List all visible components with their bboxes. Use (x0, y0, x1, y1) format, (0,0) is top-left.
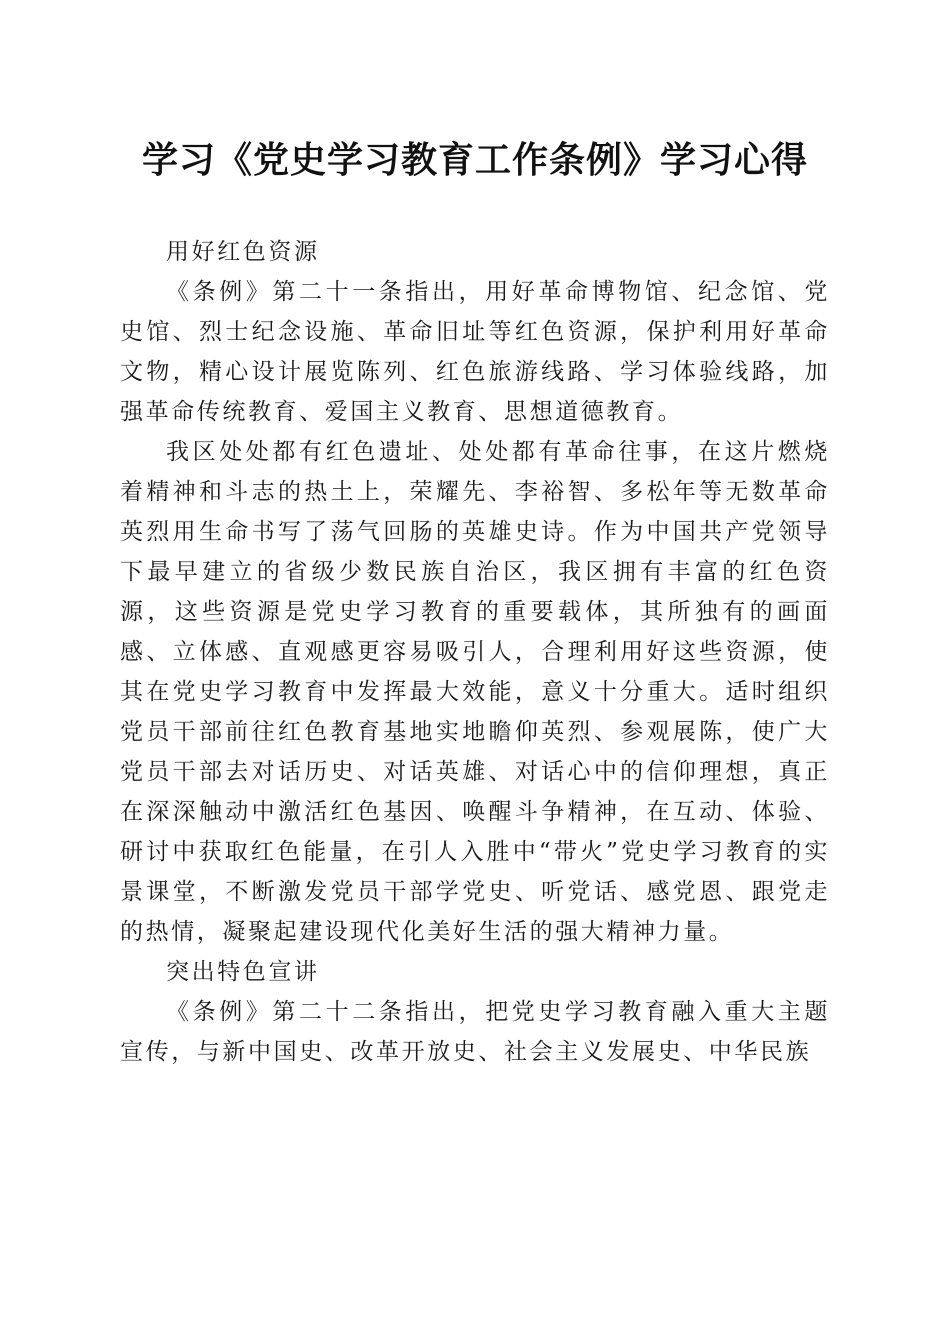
paragraph-article-21: 《条例》第二十一条指出，用好革命博物馆、纪念馆、党史馆、烈士纪念设施、革命旧址等红色资源，保护利用好革命文物，精心设计展览陈列、红色旅游线路、学习体验线路，加强革命传统教育、爱国主义教育、思想道德教育。 (120, 279, 830, 425)
document-body (120, 232, 830, 1072)
section-heading-featured-lectures: 突出特色宣讲 (166, 959, 320, 985)
paragraph-red-resources-region: 我区处处都有红色遗址、处处都有革命往事，在这片燃烧着精神和斗志的热土上，荣耀先、李裕智、多松年等无数革命英烈用生命书写了荡气回肠的英雄史诗。作为中国共产党领导下最早建立的省级少数民族自治区，我区拥有丰富的红色资源，这些资源是党史学习教育的重要载体，其所独有的画面感、立体感、直观感更容易吸引人，合理利用好这些资源，使其在党史学习教育中发挥最大效能，意义十分重大。适时组织党员干部前往红色教育基地实地瞻仰英烈、参观展陈，使广大党员干部去对话历史、对话英雄、对话心中的信仰理想，真正在深深触动中激活红色基因、唤醒斗争精神，在互动、体验、研讨中获取红色能量，在引人入胜中“带火”党史学习教育的实景课堂，不断激发党员干部学党史、听党话、感党恩、跟党走的热情，凝聚起建设现代化美好生活的强大精神力量。 (120, 439, 830, 945)
section-heading-red-resources: 用好红色资源 (166, 239, 320, 265)
paragraph-article-22: 《条例》第二十二条指出，把党史学习教育融入重大主题宣传，与新中国史、改革开放史、社会主义发展史、中华民族 (120, 999, 830, 1065)
document-title: 学习《党史学习教育工作条例》学习心得 (141, 139, 808, 181)
